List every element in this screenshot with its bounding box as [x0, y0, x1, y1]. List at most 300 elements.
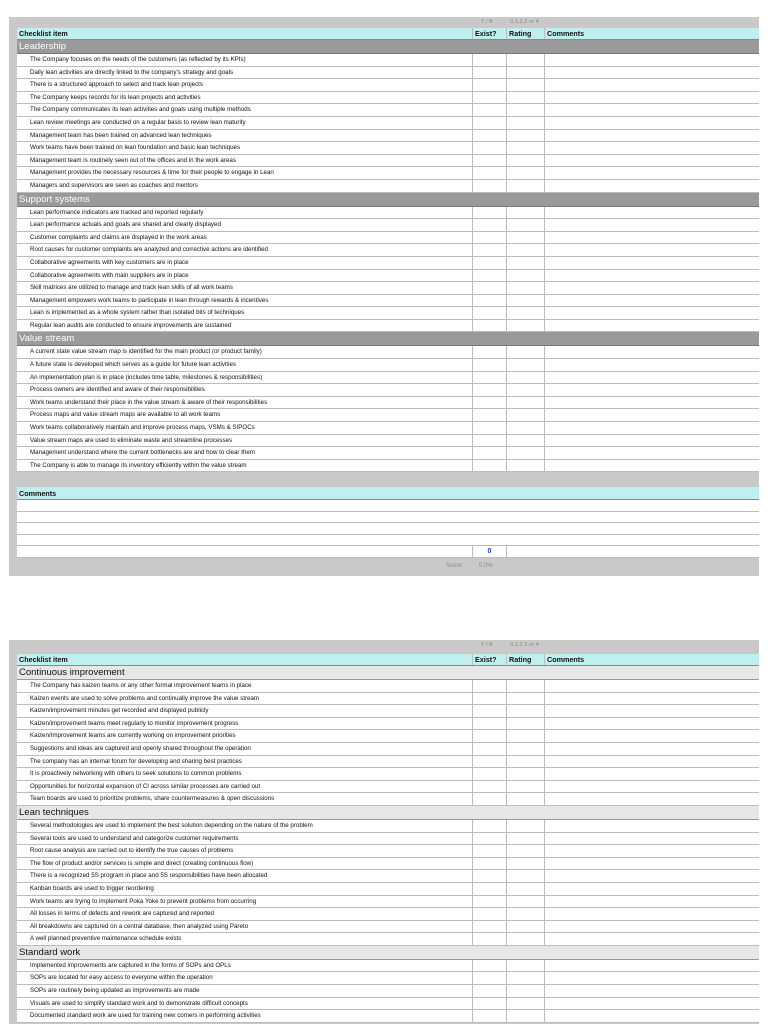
table-row [17, 705, 759, 718]
checklist-item-text: SOPs are routinely being updated as improvements are made [30, 987, 200, 995]
header-comments: Comments [544, 654, 759, 665]
checklist-item-text: Opportunities for horizontal expansion of CI across similar processes are carried out [30, 782, 261, 790]
header-checklist-item: Checklist item [19, 29, 68, 38]
exist-cell[interactable] [472, 705, 506, 717]
rating-cell[interactable] [506, 422, 544, 434]
checklist-item-text: Work teams are trying to implement Poka Yoke to prevent problems from occurring [30, 897, 257, 905]
comment-cell[interactable] [544, 346, 759, 358]
comment-cell[interactable] [544, 307, 759, 319]
comment-cell[interactable] [544, 743, 759, 755]
table-row [17, 870, 759, 883]
rating-cell[interactable] [506, 793, 544, 805]
checklist-item-text: Kaizen/improvement minutes get recorded and displayed publicly [30, 707, 209, 715]
checklist-sheet-1 [9, 17, 759, 576]
table-row [17, 858, 759, 871]
checklist-item-text: The Company keeps records for its lean projects and activities [30, 93, 201, 101]
header-checklist-item: Checklist item [19, 655, 68, 664]
header-exist: Exist? [472, 28, 506, 39]
table-row [17, 435, 759, 448]
checklist-item-text: Lean review meetings are conducted on a regular basis to review lean maturity [30, 118, 246, 126]
comment-cell[interactable] [544, 359, 759, 371]
rating-cell[interactable] [506, 232, 544, 244]
comment-cell[interactable] [544, 768, 759, 780]
table-row [17, 180, 759, 193]
table-row [17, 908, 759, 921]
table-row [17, 896, 759, 909]
exist-cell[interactable] [472, 1010, 506, 1022]
rating-cell[interactable] [506, 960, 544, 972]
table-row [17, 833, 759, 846]
exist-cell[interactable] [472, 422, 506, 434]
exist-cell[interactable] [472, 54, 506, 66]
comment-cell[interactable] [544, 155, 759, 167]
exist-cell[interactable] [472, 845, 506, 857]
rating-cell[interactable] [506, 219, 544, 231]
rating-cell[interactable] [506, 130, 544, 142]
table-row [17, 92, 759, 105]
table-row [17, 359, 759, 372]
table-row [17, 67, 759, 80]
comment-cell[interactable] [544, 447, 759, 459]
table-row [17, 270, 759, 283]
comment-cell[interactable] [544, 232, 759, 244]
table-row [17, 820, 759, 833]
table-row [17, 680, 759, 693]
exist-cell[interactable] [472, 270, 506, 282]
table-header [17, 654, 759, 666]
exist-cell[interactable] [472, 167, 506, 179]
comment-cell[interactable] [544, 409, 759, 421]
rating-cell[interactable] [506, 397, 544, 409]
exist-cell[interactable] [472, 435, 506, 447]
exist-cell[interactable] [472, 295, 506, 307]
rating-cell[interactable] [506, 985, 544, 997]
table-row [17, 346, 759, 359]
checklist-item-text: Lean performance indicators are tracked and reported regularly [30, 208, 204, 216]
table-row [17, 397, 759, 410]
rating-cell[interactable] [506, 460, 544, 472]
comment-cell[interactable] [544, 180, 759, 192]
table-row [17, 295, 759, 308]
comment-cell[interactable] [544, 282, 759, 294]
rating-cell[interactable] [506, 372, 544, 384]
rating-cell[interactable] [506, 282, 544, 294]
checklist-item-text: All losses in terms of defects and rework are captured and reported [30, 910, 214, 918]
header-comments: Comments [544, 28, 759, 39]
rating-cell[interactable] [506, 921, 544, 933]
table-row [17, 972, 759, 985]
table-row [17, 460, 759, 473]
exist-cell[interactable] [472, 693, 506, 705]
rating-cell[interactable] [506, 858, 544, 870]
checklist-item-text: Customer complaints and claims are displayed in the work areas [30, 233, 207, 241]
exist-cell[interactable] [472, 79, 506, 91]
exist-cell[interactable] [472, 244, 506, 256]
comment-line[interactable] [17, 512, 759, 524]
checklist-item-text: Management understand where the current bottlenecks are and how to clear them [30, 449, 255, 457]
comment-cell[interactable] [544, 793, 759, 805]
rating-cell[interactable] [506, 92, 544, 104]
exist-cell[interactable] [472, 933, 506, 945]
exist-cell[interactable] [472, 756, 506, 768]
table-row [17, 985, 759, 998]
rating-cell[interactable] [506, 447, 544, 459]
exist-cell[interactable] [472, 858, 506, 870]
exist-cell[interactable] [472, 447, 506, 459]
rating-cell[interactable] [506, 244, 544, 256]
comment-cell[interactable] [544, 207, 759, 219]
table-header [17, 28, 759, 40]
rating-cell[interactable] [506, 295, 544, 307]
table-row [17, 883, 759, 896]
checklist-item-text: Suggestions and ideas are captured and openly shared throughout the operation [30, 744, 251, 752]
checklist-item-text: Kanban boards are used to trigger reordering [30, 884, 154, 892]
checklist-item-text: A future state is developed which serves as a guide for future lean activities [30, 361, 237, 369]
rating-cell[interactable] [506, 756, 544, 768]
table-row [17, 730, 759, 743]
comments-block [17, 487, 759, 558]
section-title: Value stream [19, 333, 75, 345]
table-row [17, 998, 759, 1011]
score-label: Score: [446, 563, 464, 569]
comment-cell[interactable] [544, 908, 759, 920]
exist-cell[interactable] [472, 219, 506, 231]
comment-cell[interactable] [544, 680, 759, 692]
comment-cell[interactable] [544, 67, 759, 79]
exist-cell[interactable] [472, 883, 506, 895]
checklist-item-text: Daily lean activities are directly linked to the company's strategy and goals [30, 68, 234, 76]
checklist-item-text: The Company is able to manage its inventory efficiently within the value stream [30, 461, 247, 469]
checklist-item-text: Kaizen/Improvement teams are currently working on improvement priorities [30, 732, 236, 740]
section-header [17, 193, 759, 207]
comment-cell[interactable] [544, 117, 759, 129]
table-row [17, 104, 759, 117]
table-row [17, 117, 759, 130]
rating-cell[interactable] [506, 384, 544, 396]
rating-cell[interactable] [506, 908, 544, 920]
section-header [17, 666, 759, 680]
checklist-item-text: All breakdowns are captured on a central database, then analyzed using Pareto [30, 922, 249, 930]
comment-cell[interactable] [544, 295, 759, 307]
rating-cell[interactable] [506, 79, 544, 91]
exist-cell[interactable] [472, 985, 506, 997]
comment-cell[interactable] [544, 933, 759, 945]
rating-cell[interactable] [506, 768, 544, 780]
rating-cell[interactable] [506, 781, 544, 793]
exist-cell[interactable] [472, 820, 506, 832]
exist-cell[interactable] [472, 397, 506, 409]
rating-cell[interactable] [506, 972, 544, 984]
comment-cell[interactable] [544, 244, 759, 256]
section-header [17, 40, 759, 54]
table-row [17, 79, 759, 92]
exist-cell[interactable] [472, 768, 506, 780]
comment-cell[interactable] [544, 372, 759, 384]
table-row [17, 307, 759, 320]
header-exist: Exist? [472, 654, 506, 665]
comment-cell[interactable] [544, 921, 759, 933]
exist-key-label: Y / N [481, 642, 493, 648]
section-title: Standard work [19, 946, 81, 958]
rating-cell[interactable] [506, 705, 544, 717]
checklist-item-text: Lean is implemented as a whole system rather than isolated bits of techniques [30, 309, 245, 317]
rating-key-label: 0,1,2,3 or 4 [510, 642, 539, 648]
checklist-item-text: Implemented improvements are captured in the forms of SOPs and OPLs [30, 961, 231, 969]
header-rating: Rating [506, 654, 544, 665]
checklist-item-text: Lean performance actuals and goals are shared and clearly displayed [30, 221, 221, 229]
rating-cell[interactable] [506, 998, 544, 1010]
comment-cell[interactable] [544, 54, 759, 66]
checklist-item-text: Root causes for customer complaints are analyzed and corrective actions are identified [30, 246, 268, 254]
exist-cell[interactable] [472, 921, 506, 933]
checklist-item-text: A current state value stream map is identified for the main product (or product family) [30, 348, 262, 356]
comment-cell[interactable] [544, 422, 759, 434]
rating-cell[interactable] [506, 67, 544, 79]
comments-label: Comments [19, 489, 57, 498]
table-row [17, 155, 759, 168]
checklist-item-text: Management provides the necessary resources & time for their people to engage in Lean [30, 169, 274, 177]
comment-cell[interactable] [544, 972, 759, 984]
rating-cell[interactable] [506, 1010, 544, 1022]
exist-cell[interactable] [472, 960, 506, 972]
exist-cell[interactable] [472, 833, 506, 845]
exist-cell[interactable] [472, 743, 506, 755]
table-row [17, 422, 759, 435]
table-row [17, 320, 759, 333]
checklist-item-text: The Company communicates its lean activities and goals using multiple methods [30, 106, 251, 114]
comment-cell[interactable] [544, 705, 759, 717]
comment-cell[interactable] [544, 985, 759, 997]
exist-cell[interactable] [472, 207, 506, 219]
rating-cell[interactable] [506, 730, 544, 742]
rating-cell[interactable] [506, 104, 544, 116]
table-row [17, 718, 759, 731]
comment-cell[interactable] [544, 781, 759, 793]
comment-line[interactable] [17, 500, 759, 512]
rating-cell[interactable] [506, 346, 544, 358]
checklist-item-text: Management team has been trained on advanced lean techniques [30, 131, 212, 139]
rating-cell[interactable] [506, 117, 544, 129]
section-title: Lean techniques [19, 806, 89, 818]
exist-cell[interactable] [472, 896, 506, 908]
exist-cell[interactable] [472, 793, 506, 805]
rating-cell[interactable] [506, 933, 544, 945]
exist-cell[interactable] [472, 972, 506, 984]
comments-header [17, 487, 759, 500]
exist-cell[interactable] [472, 67, 506, 79]
rating-cell[interactable] [506, 142, 544, 154]
checklist-item-text: It is proactively networking with others to seek solutions to common problems [30, 770, 242, 778]
rating-cell[interactable] [506, 320, 544, 332]
comment-cell[interactable] [544, 130, 759, 142]
exist-cell[interactable] [472, 282, 506, 294]
exist-cell[interactable] [472, 307, 506, 319]
comment-cell[interactable] [544, 998, 759, 1010]
exist-cell[interactable] [472, 346, 506, 358]
exist-cell[interactable] [472, 384, 506, 396]
rating-cell[interactable] [506, 833, 544, 845]
checklist-item-text: Team boards are used to prioritize problems, share countermeasures & open discussions [30, 795, 275, 803]
exist-cell[interactable] [472, 92, 506, 104]
exist-cell[interactable] [472, 155, 506, 167]
comment-cell[interactable] [544, 896, 759, 908]
comment-cell[interactable] [544, 257, 759, 269]
table-row [17, 54, 759, 67]
rating-cell[interactable] [506, 155, 544, 167]
comment-cell[interactable] [544, 92, 759, 104]
exist-cell[interactable] [472, 998, 506, 1010]
checklist-table-2 [17, 654, 759, 1023]
comment-cell[interactable] [544, 270, 759, 282]
checklist-item-text: The flow of product and/or services is simple and direct (creating continuous flow) [30, 859, 254, 867]
exist-cell[interactable] [472, 117, 506, 129]
table-row [17, 447, 759, 460]
exist-cell[interactable] [472, 232, 506, 244]
comment-cell[interactable] [544, 833, 759, 845]
table-row [17, 768, 759, 781]
checklist-item-text: Work teams have been trained on lean foundation and basic lean techniques [30, 144, 241, 152]
table-row [17, 756, 759, 769]
comment-line[interactable] [17, 523, 759, 535]
table-row [17, 933, 759, 946]
rating-cell[interactable] [506, 207, 544, 219]
comment-cell[interactable] [544, 858, 759, 870]
exist-cell[interactable] [472, 718, 506, 730]
table-row [17, 960, 759, 973]
exist-cell[interactable] [472, 680, 506, 692]
rating-cell[interactable] [506, 307, 544, 319]
checklist-item-text: Managers and supervisors are seen as coaches and mentors [30, 181, 198, 189]
checklist-item-text: Several tools are used to understand and categorize customer requirements [30, 834, 239, 842]
table-row [17, 282, 759, 295]
comment-cell[interactable] [544, 460, 759, 472]
exist-cell[interactable] [472, 142, 506, 154]
comment-cell[interactable] [544, 820, 759, 832]
table-row [17, 1010, 759, 1023]
rating-cell[interactable] [506, 270, 544, 282]
exist-cell[interactable] [472, 409, 506, 421]
rating-cell[interactable] [506, 680, 544, 692]
checklist-item-text: Process owners are identified and aware of their responsibilities [30, 386, 205, 394]
rating-cell[interactable] [506, 896, 544, 908]
table-row [17, 845, 759, 858]
checklist-item-text: Kaizen/improvement teams meet regularly to monitor improvement progress [30, 719, 239, 727]
exist-key-label: Y / N [481, 19, 493, 25]
exist-cell[interactable] [472, 257, 506, 269]
exist-cell[interactable] [472, 781, 506, 793]
rating-cell[interactable] [506, 167, 544, 179]
comment-cell[interactable] [544, 167, 759, 179]
comment-cell[interactable] [544, 845, 759, 857]
comment-cell[interactable] [544, 435, 759, 447]
section-header [17, 332, 759, 346]
comment-cell[interactable] [544, 104, 759, 116]
exist-total: 0 [472, 546, 506, 557]
checklist-item-text: Collaborative agreements with main suppliers are in place [30, 271, 189, 279]
table-row [17, 219, 759, 232]
rating-cell[interactable] [506, 870, 544, 882]
comment-cell[interactable] [544, 219, 759, 231]
rating-total [506, 546, 544, 557]
exist-cell[interactable] [472, 104, 506, 116]
table-row [17, 409, 759, 422]
checklist-item-text: Skill matrices are utilized to manage and track lean skills of all work teams [30, 284, 233, 292]
table-row [17, 372, 759, 385]
checklist-sheet-2 [9, 640, 759, 1024]
checklist-item-text: The Company has kaizen teams or any other formal improvement teams in place [30, 682, 252, 689]
exist-cell[interactable] [472, 130, 506, 142]
checklist-item-text: Collaborative agreements with key customers are in place [30, 258, 189, 266]
checklist-item-text: There is a recognized 5S program in place and 5S responsibilities have been allocated [30, 872, 268, 880]
rating-cell[interactable] [506, 54, 544, 66]
rating-key-label: 0,1,2,3 or 4 [510, 19, 539, 25]
comment-cell[interactable] [544, 730, 759, 742]
checklist-item-text: An implementation plan is in place (includes time table, milestones & responsibilities) [30, 373, 263, 381]
rating-cell[interactable] [506, 718, 544, 730]
exist-cell[interactable] [472, 180, 506, 192]
comment-cell[interactable] [544, 756, 759, 768]
rating-cell[interactable] [506, 257, 544, 269]
section-title: Support systems [19, 193, 90, 205]
section-title: Leadership [19, 41, 67, 52]
comment-line[interactable] [17, 535, 759, 547]
checklist-item-text: The Company focuses on the needs of the customers (as reflected by its KPIs) [30, 56, 246, 63]
comment-cell[interactable] [544, 718, 759, 730]
exist-cell[interactable] [472, 460, 506, 472]
rating-cell[interactable] [506, 845, 544, 857]
rating-cell[interactable] [506, 409, 544, 421]
rating-cell[interactable] [506, 743, 544, 755]
exist-cell[interactable] [472, 908, 506, 920]
comment-cell[interactable] [544, 320, 759, 332]
table-row [17, 793, 759, 806]
comment-cell[interactable] [544, 883, 759, 895]
table-row [17, 384, 759, 397]
comment-cell[interactable] [544, 79, 759, 91]
checklist-item-text: Work teams understand their place in the value stream & aware of their responsibilities [30, 398, 268, 406]
rating-cell[interactable] [506, 820, 544, 832]
table-row [17, 142, 759, 155]
checklist-item-text: A well planned preventive maintenance schedule exists [30, 935, 182, 943]
checklist-item-text: Documented standard work are used for training new comers in performing activities [30, 1012, 261, 1020]
exist-cell[interactable] [472, 359, 506, 371]
comment-cell[interactable] [544, 693, 759, 705]
section-header [17, 946, 759, 960]
comment-cell[interactable] [544, 142, 759, 154]
comment-cell[interactable] [544, 397, 759, 409]
checklist-item-text: Work teams collaboratively maintain and improve process maps, VSMs & SIPOCs [30, 424, 255, 432]
checklist-item-text: Several methodologies are used to implement the best solution depending on the nature of the problem [30, 821, 313, 829]
rating-cell[interactable] [506, 693, 544, 705]
checklist-item-text: Visuals are used to simplify standard work and to demonstrate difficult concepts [30, 999, 248, 1007]
rating-cell[interactable] [506, 180, 544, 192]
score-value: 0.0% [479, 563, 493, 569]
comment-cell[interactable] [544, 870, 759, 882]
table-row [17, 130, 759, 143]
rating-cell[interactable] [506, 359, 544, 371]
comment-cell[interactable] [544, 384, 759, 396]
exist-cell[interactable] [472, 730, 506, 742]
exist-cell[interactable] [472, 372, 506, 384]
comment-cell[interactable] [544, 1010, 759, 1022]
rating-cell[interactable] [506, 435, 544, 447]
checklist-item-text: Root cause analysis are carried out to identify the true causes of problems [30, 847, 234, 855]
exist-cell[interactable] [472, 320, 506, 332]
exist-cell[interactable] [472, 870, 506, 882]
table-row [17, 693, 759, 706]
comment-cell[interactable] [544, 960, 759, 972]
rating-cell[interactable] [506, 883, 544, 895]
